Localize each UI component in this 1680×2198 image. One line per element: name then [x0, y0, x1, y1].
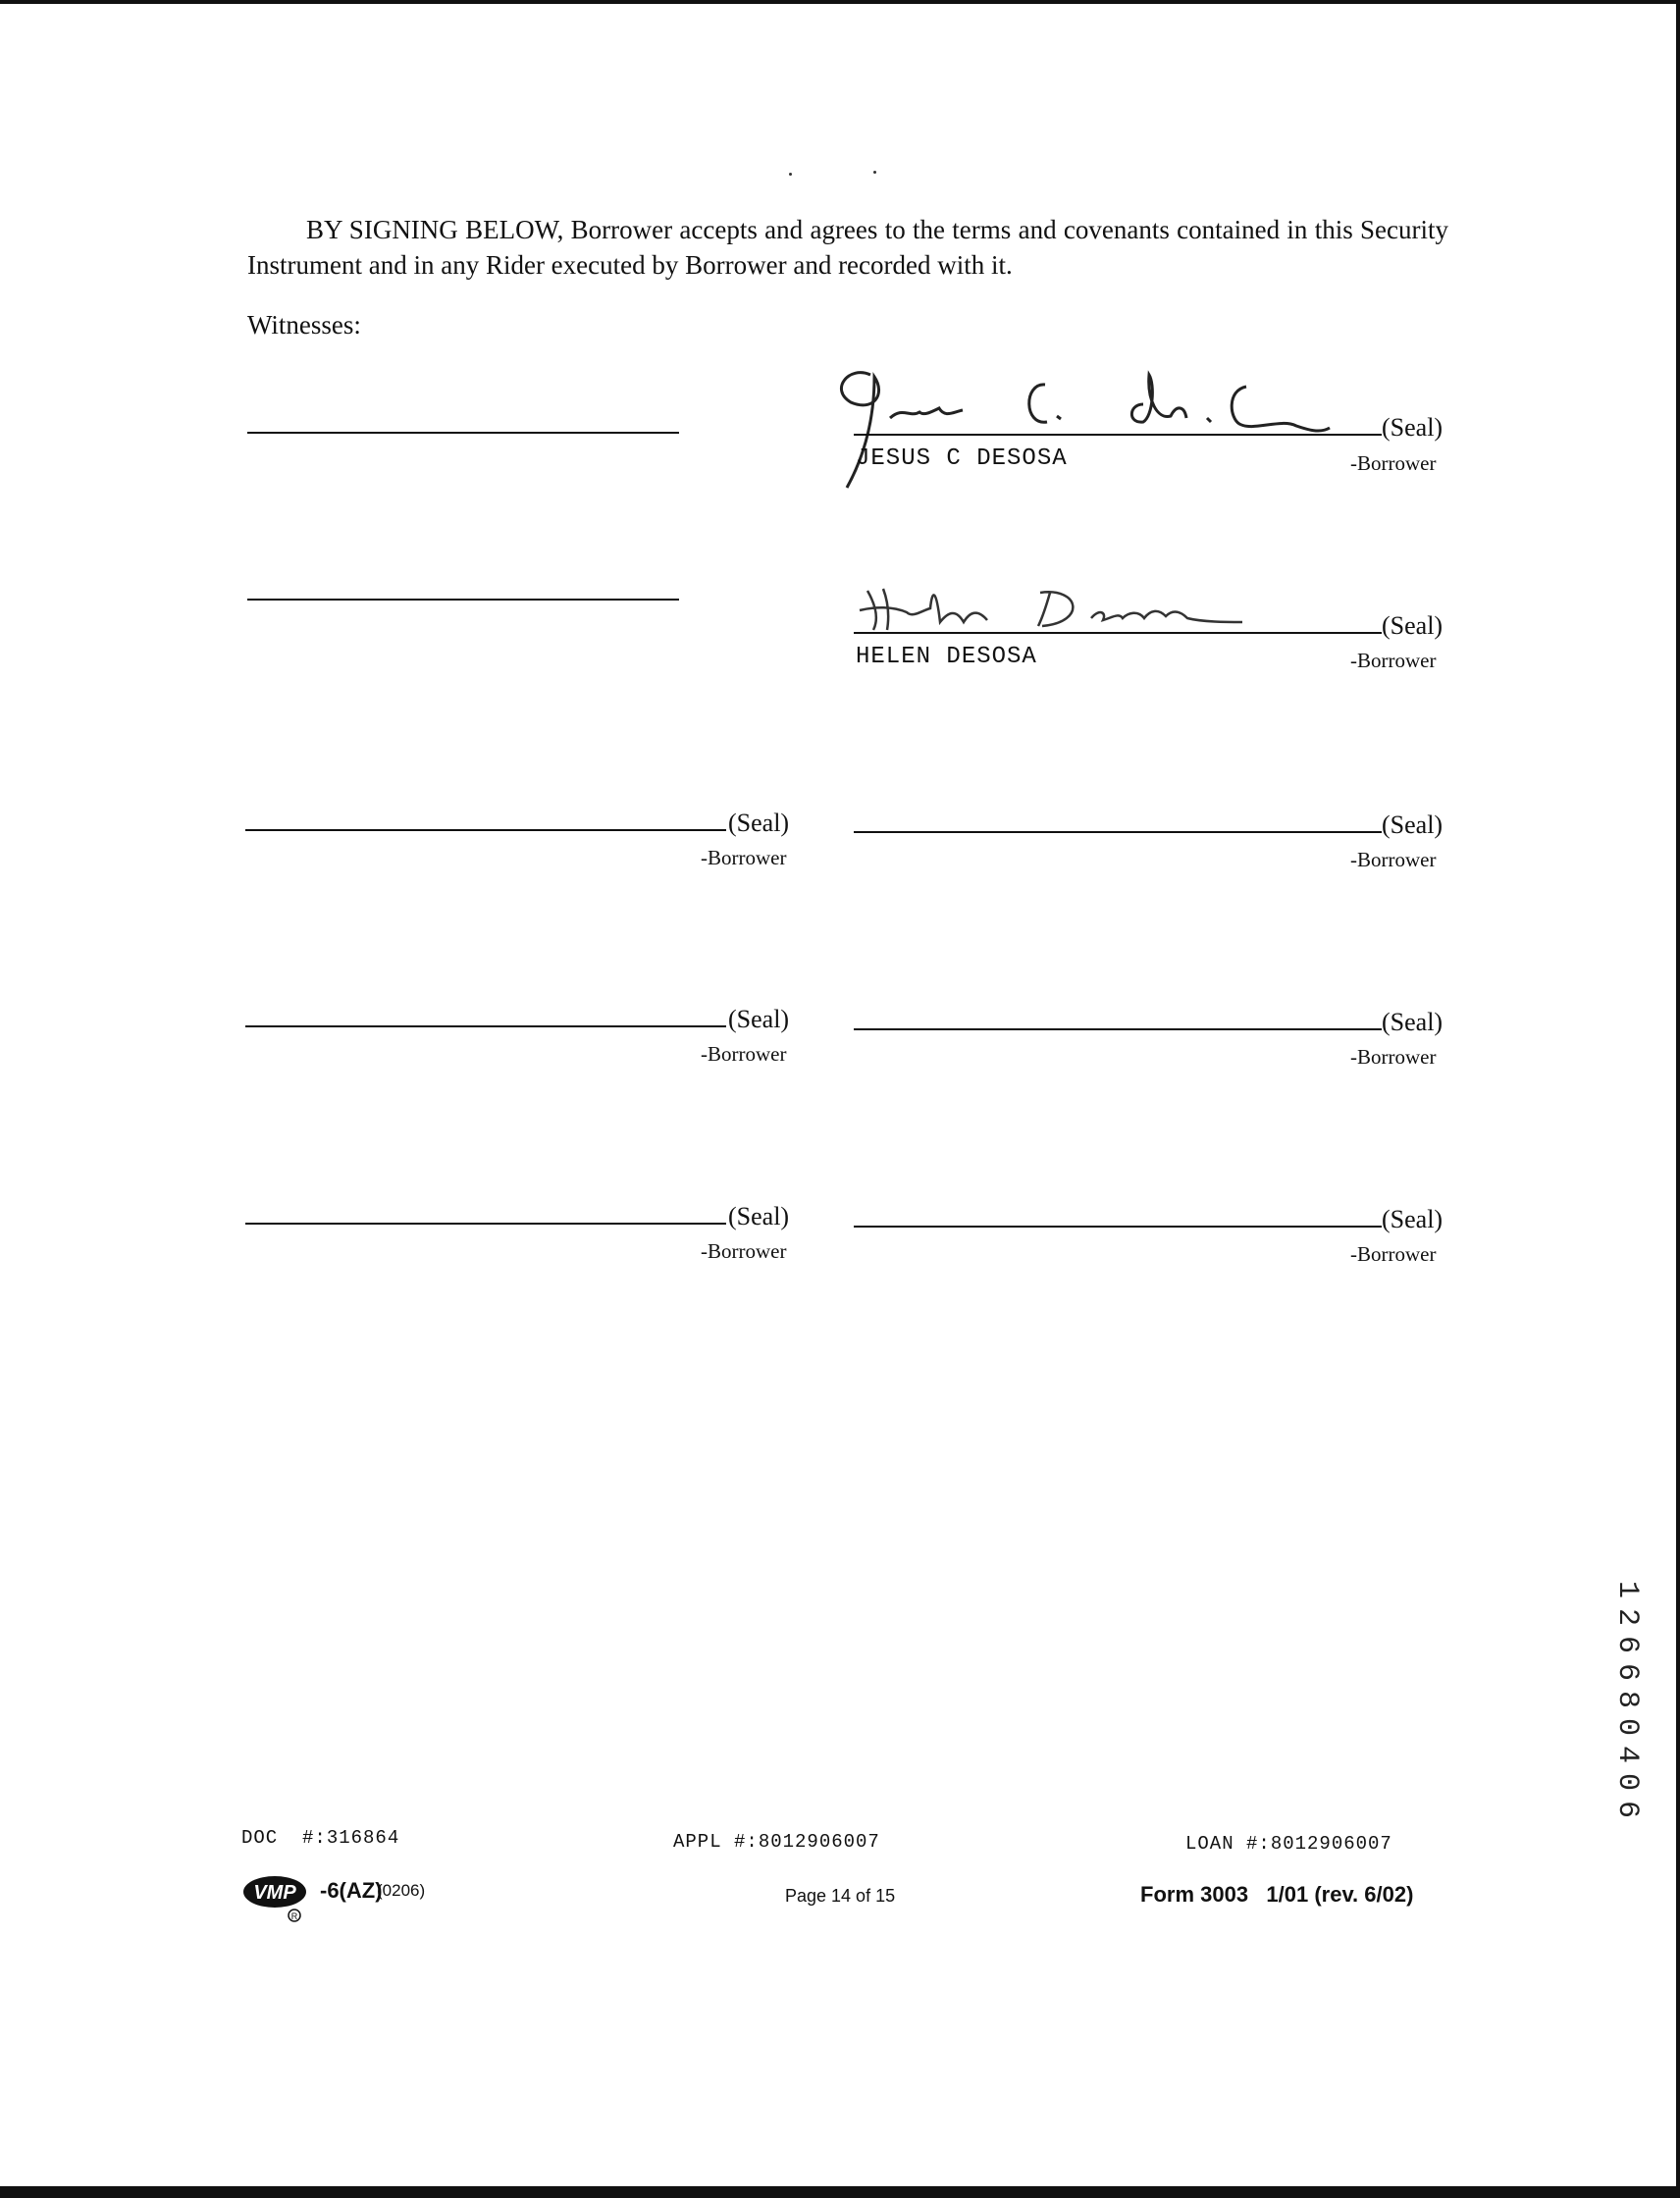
witness-line-2[interactable] [247, 599, 679, 601]
appl-number: APPL #:8012906007 [673, 1831, 880, 1853]
form-identifier: Form 3003 1/01 (rev. 6/02) [1140, 1882, 1414, 1907]
seal-label: (Seal) [728, 1005, 790, 1033]
scan-edge-right [1676, 0, 1680, 2198]
seal-label: (Seal) [1382, 1008, 1444, 1036]
page-number: Page 14 of 15 [785, 1886, 896, 1906]
borrower-label: -Borrower [1350, 649, 1437, 672]
borrower-signature-line-left[interactable] [245, 1223, 726, 1225]
form-code: -6(AZ) [320, 1878, 383, 1903]
scan-edge-bottom [0, 2186, 1680, 2198]
borrower-label: -Borrower [1350, 1242, 1437, 1266]
borrower-signature-line-right[interactable] [854, 1028, 1382, 1030]
printed-name-jesus-desosa: JESUS C DESOSA [856, 445, 1068, 472]
signing-statement [247, 212, 1448, 283]
margin-recording-number: 1 2 6 6 8 0 4 0 6 [1610, 1580, 1644, 1818]
svg-text:R: R [290, 1911, 298, 1921]
signing-statement-body: Borrower accepts and agrees to the terms and covenants contained in this Security Instrument and in any Rider executed by Borrower and recorded with it. [247, 215, 1448, 280]
witness-line-1[interactable] [247, 432, 679, 434]
form-revision-code: (0206) [377, 1881, 426, 1900]
borrower-label: -Borrower [701, 1239, 787, 1263]
loan-number: LOAN #:8012906007 [1185, 1833, 1392, 1855]
helen-desosa-signature-line[interactable] [854, 632, 1382, 634]
signing-statement-lead: BY SIGNING BELOW, [306, 215, 564, 244]
borrower-signature-line-right[interactable] [854, 831, 1382, 833]
borrower-label: -Borrower [1350, 848, 1437, 871]
seal-label: (Seal) [1382, 611, 1444, 640]
scan-speck [873, 171, 876, 174]
seal-label: (Seal) [1382, 811, 1444, 839]
doc-number: DOC #:316864 [241, 1827, 400, 1849]
borrower-label: -Borrower [1350, 1045, 1437, 1069]
jesus-desosa-signature-line[interactable] [854, 434, 1382, 436]
vmp-logo-text: VMP [253, 1882, 296, 1904]
borrower-signature-line-left[interactable] [245, 1025, 726, 1027]
seal-label: (Seal) [1382, 413, 1444, 442]
scan-speck [789, 173, 792, 176]
scan-edge-top [0, 0, 1680, 4]
borrower-signature-line-left[interactable] [245, 829, 726, 831]
borrower-label: -Borrower [701, 846, 787, 869]
seal-label: (Seal) [728, 809, 790, 837]
seal-label: (Seal) [1382, 1205, 1444, 1233]
borrower-label: -Borrower [1350, 451, 1437, 475]
helen-desosa-signature [854, 579, 1246, 638]
borrower-signature-line-right[interactable] [854, 1226, 1382, 1228]
witnesses-label: Witnesses: [247, 310, 361, 340]
seal-label: (Seal) [728, 1202, 790, 1230]
printed-name-helen-desosa: HELEN DESOSA [856, 644, 1037, 670]
jesus-desosa-signature [829, 355, 1339, 493]
vmp-logo-icon [241, 1874, 320, 1930]
borrower-label: -Borrower [701, 1042, 787, 1066]
